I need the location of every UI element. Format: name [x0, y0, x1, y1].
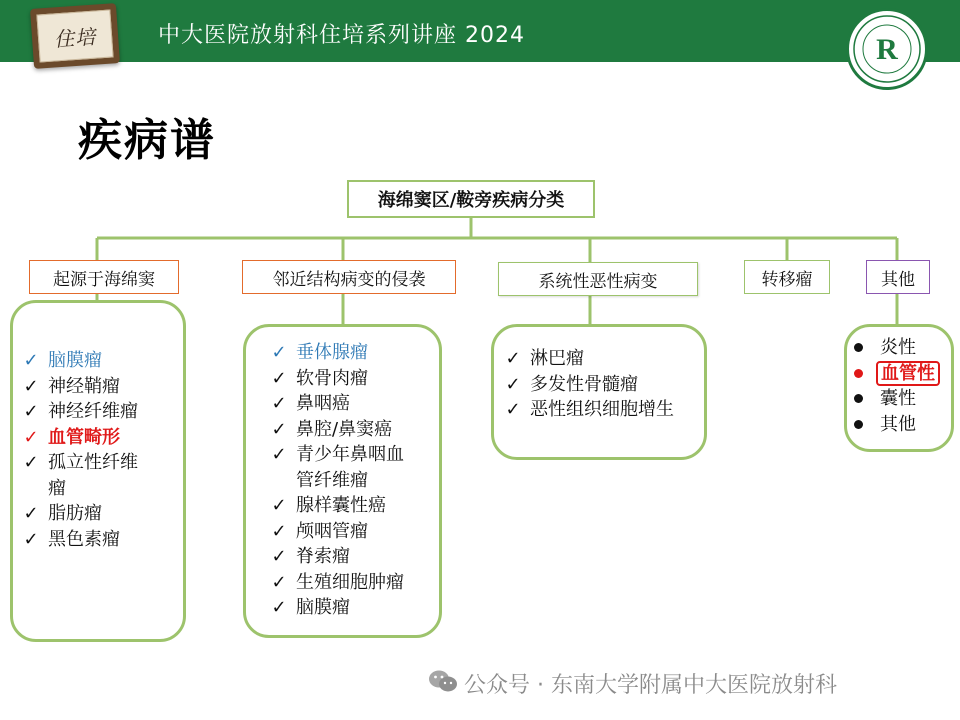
disease-name: 鼻腔/鼻窦癌: [296, 418, 393, 440]
watermark-text: 公众号 · 东南大学附属中大医院放射科: [464, 673, 837, 698]
bullet-dot-icon: [854, 369, 863, 378]
disease-list-item: [20, 425, 138, 451]
checkmark-icon: ✓: [271, 342, 287, 363]
disease-name: 血管畸形: [48, 426, 120, 448]
disease-list-item: [268, 544, 404, 570]
checkmark-icon: ✓: [505, 399, 521, 420]
checkmark-icon: ✓: [271, 418, 287, 440]
bullet-dot-icon: [854, 394, 863, 403]
disease-name: 黑色素瘤: [48, 528, 120, 550]
category-cavernous-sinus-origin: 起源于海绵窦: [29, 260, 179, 294]
checkmark-icon: ✓: [271, 597, 287, 618]
disease-list-item: [268, 468, 404, 494]
disease-name: 脑膜瘤: [296, 597, 350, 618]
checkmark-icon: ✓: [23, 426, 39, 448]
disease-list: [268, 340, 404, 621]
wechat-icon: [428, 669, 458, 699]
checkmark-icon: ✓: [271, 546, 287, 567]
watermark: [428, 668, 837, 699]
disease-name: 炎性: [880, 337, 916, 358]
disease-list-item: [20, 399, 138, 425]
disease-list-item: [268, 519, 404, 545]
disease-name: 管纤维瘤: [296, 469, 368, 491]
page-title: 疾病谱: [78, 115, 216, 166]
disease-list-item: [20, 476, 138, 502]
disease-name: 脑膜瘤: [48, 350, 102, 371]
disease-name: 软骨肉瘤: [296, 367, 368, 389]
disease-list: [502, 346, 674, 423]
header-title: 中大医院放射科住培系列讲座 2024: [158, 23, 525, 48]
root-category-box: 海绵窦区/鞍旁疾病分类: [347, 180, 595, 218]
disease-name: 其他: [880, 413, 916, 435]
disease-list-item: [502, 346, 674, 372]
disease-list: [850, 335, 940, 437]
checkmark-icon: ✓: [505, 348, 521, 369]
category-metastasis: 转移瘤: [744, 260, 830, 294]
disease-name: 鼻咽癌: [296, 393, 350, 414]
disease-name: 囊性: [880, 388, 916, 409]
disease-name: 淋巴瘤: [530, 348, 584, 369]
disease-list-item: [20, 450, 138, 476]
category-adjacent-invasion: 邻近结构病变的侵袭: [242, 260, 456, 294]
disease-list-item: [268, 442, 404, 468]
disease-list-item: [20, 527, 138, 553]
disease-list-item: [268, 417, 404, 443]
disease-list-item: [20, 374, 138, 400]
disease-list-item: [502, 397, 674, 423]
checkmark-icon: ✓: [23, 375, 39, 397]
checkmark-icon: ✓: [271, 393, 287, 414]
checkmark-icon: ✓: [505, 373, 521, 395]
disease-list-item: [20, 348, 138, 374]
disease-list-item: [268, 391, 404, 417]
disease-name: 生殖细胞肿瘤: [296, 571, 404, 593]
checkmark-icon: ✓: [23, 503, 39, 524]
disease-name: 神经鞘瘤: [48, 375, 120, 397]
disease-list-item: [268, 340, 404, 366]
disease-name: 青少年鼻咽血: [296, 444, 404, 465]
disease-name: 垂体腺瘤: [296, 342, 368, 363]
disease-name: 腺样囊性癌: [296, 495, 386, 516]
disease-name: 多发性骨髓瘤: [530, 373, 638, 395]
disease-list-item: [850, 412, 940, 438]
disease-name: 恶性组织细胞增生: [530, 399, 674, 420]
disease-name: 神经纤维瘤: [48, 401, 138, 422]
disease-list-item: [502, 372, 674, 398]
disease-name: 瘤: [48, 477, 66, 499]
category-systemic-malignancy: 系统性恶性病变: [498, 262, 698, 296]
checkmark-icon: ✓: [23, 528, 39, 550]
checkmark-icon: ✓: [271, 520, 287, 542]
disease-list-item: [268, 493, 404, 519]
disease-list-item: [20, 501, 138, 527]
bullet-dot-icon: [854, 343, 863, 352]
disease-list-item: [268, 570, 404, 596]
checkmark-icon: ✓: [271, 495, 287, 516]
checkmark-icon: ✓: [23, 350, 39, 371]
bullet-dot-icon: [854, 420, 863, 429]
checkmark-icon: ✓: [271, 444, 287, 465]
checkmark-icon: ✓: [23, 452, 39, 473]
disease-list: [20, 348, 138, 552]
category-other: 其他: [866, 260, 930, 294]
disease-name: 颅咽管瘤: [296, 520, 368, 542]
disease-list-item: [268, 366, 404, 392]
checkmark-icon: ✓: [23, 401, 39, 422]
checkmark-icon: ✓: [271, 367, 287, 389]
disease-name: 脂肪瘤: [48, 503, 102, 524]
disease-list-item: [850, 361, 940, 387]
disease-list-item: [850, 335, 940, 361]
disease-list-item: [268, 595, 404, 621]
logo-letter: R: [876, 33, 898, 66]
course-badge-text: 住培: [36, 9, 113, 62]
disease-name: 脊索瘤: [296, 546, 350, 567]
disease-name: 孤立性纤维: [48, 452, 138, 473]
checkmark-icon: ✓: [271, 571, 287, 593]
disease-list-item: [850, 386, 940, 412]
disease-name: 血管性: [876, 361, 940, 386]
